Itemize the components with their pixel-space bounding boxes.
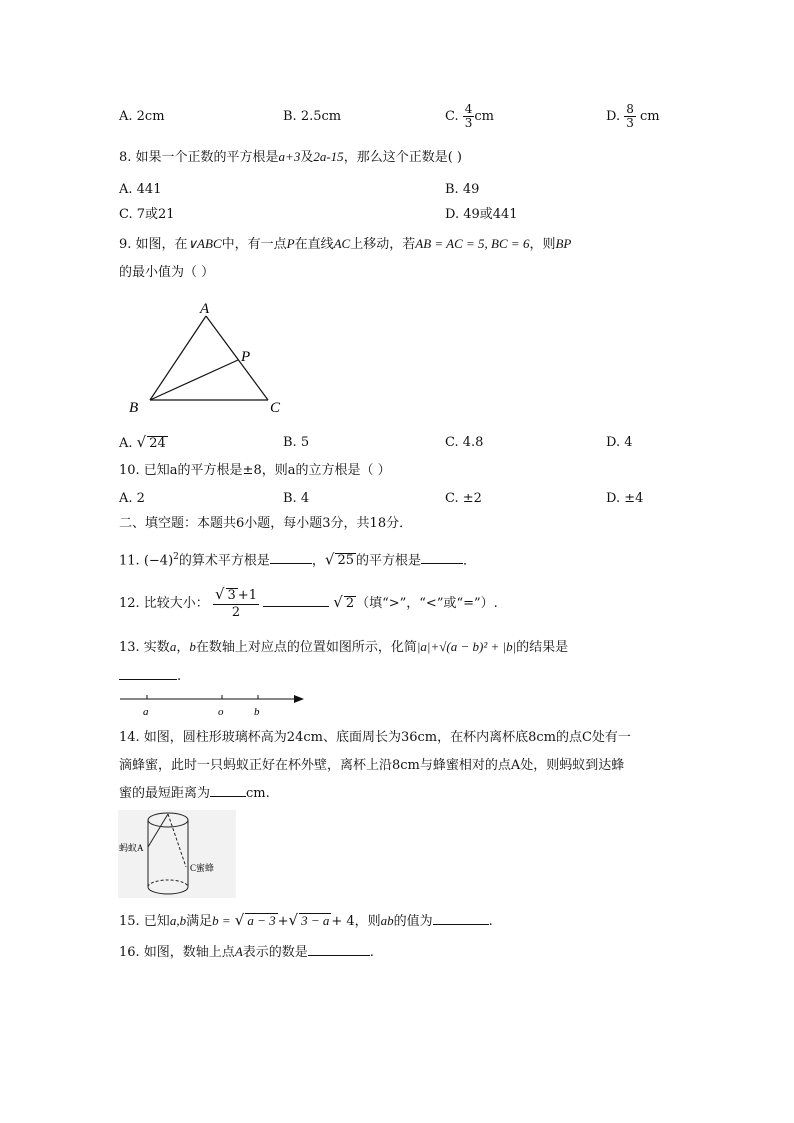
answer-blank[interactable] xyxy=(308,955,370,956)
q10-option-d: D. ±4 xyxy=(606,491,644,506)
radical-sign: √ xyxy=(214,585,225,603)
stem-text: 蜜的最短距离为 xyxy=(119,786,211,801)
q9-option-d: D. 4 xyxy=(606,435,633,450)
fraction xyxy=(624,103,636,130)
radicand: 24 xyxy=(149,436,166,451)
end-mark: ． xyxy=(463,553,477,569)
answer-blank[interactable] xyxy=(263,606,329,607)
q9-stem xyxy=(119,235,571,254)
q9-option-b: B. 5 xyxy=(283,435,310,450)
variable-b: b xyxy=(189,639,196,654)
q9-stem-line2: 的最小值为（ ） xyxy=(119,265,215,280)
option-label: C. xyxy=(445,109,459,124)
stem-text: 9. 如图，在 xyxy=(119,237,188,252)
answer-blank[interactable] xyxy=(433,924,489,925)
q14-line-1: 14. 如图，圆柱形玻璃杯高为24cm、底面周长为36cm，在杯内离杯底8cm的点C处有一 xyxy=(119,730,631,745)
radical-sign: √ xyxy=(288,911,299,929)
end-mark: . xyxy=(369,945,374,960)
side-ac xyxy=(206,316,268,400)
radicand: 3 − a xyxy=(301,913,330,928)
q16-stem xyxy=(119,943,374,962)
label-a: a xyxy=(143,706,149,718)
question-number: 11. xyxy=(119,553,140,569)
section-heading: 二、填空题：本题共6小题，每小题3分，共18分． xyxy=(119,516,413,531)
end-mark: . xyxy=(177,669,182,684)
q7-option-b: B. 2.5cm xyxy=(283,109,342,124)
radicand: 2 xyxy=(345,596,355,611)
stem-text: 8. 如果一个正数的平方根是 xyxy=(119,150,279,165)
cylinder-figure xyxy=(118,810,238,900)
expression: 2a-15 xyxy=(313,149,344,164)
radicand: a − 3 xyxy=(247,913,276,928)
q13-answer-line xyxy=(119,668,181,686)
unit: cm xyxy=(474,109,495,124)
q10-option-a: A. 2 xyxy=(119,491,145,506)
product: ab xyxy=(380,913,394,928)
q9-option-a xyxy=(119,433,168,453)
q14-line-3 xyxy=(119,785,270,803)
stem-text: 的算术平方根是 xyxy=(178,553,270,569)
q7-option-d xyxy=(606,100,660,134)
point-a: A xyxy=(234,944,243,959)
q14-line-2: 滴蜂蜜，此时一只蚂蚁正好在杯外壁，离杯上沿8cm与蜂蜜相对的点A处，则蚂蚁到达蜂 xyxy=(119,758,625,773)
q8-option-d: D. 49或441 xyxy=(445,207,518,222)
fraction xyxy=(213,586,259,621)
exponent: 2 xyxy=(173,552,179,562)
numerator: 8 xyxy=(626,102,634,116)
equation-left: b = xyxy=(212,913,231,928)
q13-stem xyxy=(119,638,568,657)
stem-text: cm. xyxy=(246,786,270,801)
denominator: 2 xyxy=(231,605,241,620)
radical-sign: √ xyxy=(136,433,147,451)
q7-option-a: A. 2cm xyxy=(119,109,165,124)
label-p: P xyxy=(241,349,251,365)
unit: cm xyxy=(640,109,660,124)
q12-stem xyxy=(119,584,498,622)
radicand: 25 xyxy=(337,553,355,569)
numerator xyxy=(213,586,259,605)
answer-blank[interactable] xyxy=(421,563,463,564)
base: (−4) xyxy=(143,553,174,569)
stem-text: 的结果是 xyxy=(516,640,569,655)
stem-text: （填“>”，“<”或“=”）. xyxy=(356,596,498,611)
denominator: 3 xyxy=(464,116,473,130)
number-line xyxy=(118,690,308,720)
radical-sign: √ xyxy=(324,550,335,569)
stem-text: ， xyxy=(176,640,190,655)
segment-bp: BP xyxy=(555,236,572,251)
variable-a: a xyxy=(169,639,177,654)
operator: + xyxy=(277,914,289,929)
label-b: B xyxy=(129,400,139,416)
label-o: o xyxy=(218,706,224,718)
condition: AB = AC = 5, BC = 6 xyxy=(415,236,530,251)
stem-text: ，则 xyxy=(529,237,556,252)
stem-text: 在数轴上对应点的位置如图所示，化简 xyxy=(195,640,417,655)
label-ant: 蚂蚁A xyxy=(119,843,144,853)
radical-sign: √ xyxy=(333,593,343,611)
stem-text: ， xyxy=(311,553,325,569)
stem-text: 13. 实数 xyxy=(119,640,170,655)
q8-option-a: A. 441 xyxy=(119,182,162,197)
q8-option-c: C. 7或21 xyxy=(119,207,175,222)
point-p: P xyxy=(286,236,295,251)
end-mark: . xyxy=(488,914,493,929)
expression: a+3 xyxy=(278,149,301,164)
stem-text: 16. 如图，数轴上点 xyxy=(119,945,235,960)
arrow-head xyxy=(294,695,304,703)
q15-stem xyxy=(119,911,493,931)
stem-text: 12. 比较大小： xyxy=(119,596,209,611)
expression: |a|+√(a − b)² + |b| xyxy=(416,639,517,654)
triangle-figure xyxy=(120,296,300,418)
line-ac: AC xyxy=(333,236,351,251)
q8-option-b: B. 49 xyxy=(445,182,480,197)
denominator: 3 xyxy=(626,116,634,130)
answer-blank[interactable] xyxy=(119,679,177,680)
q10-stem: 10. 已知a的平方根是±8，则a的立方根是（ ） xyxy=(119,463,391,478)
operator: + 4 xyxy=(331,914,355,929)
stem-text: 满足 xyxy=(186,914,213,929)
q10-option-b: B. 4 xyxy=(283,491,310,506)
q8-stem xyxy=(119,148,462,167)
option-label: A. xyxy=(119,436,133,451)
numerator-rest: +1 xyxy=(237,588,257,603)
q7-option-c xyxy=(445,100,494,134)
label-a: A xyxy=(200,301,210,317)
q9-option-c: C. 4.8 xyxy=(445,435,484,450)
stem-text: 中，有一点 xyxy=(221,237,287,252)
triangle-symbol: ∨ABC xyxy=(187,236,222,251)
answer-blank[interactable] xyxy=(270,563,312,564)
radicand: 3 xyxy=(227,588,236,603)
stem-text: 上移动，若 xyxy=(350,237,416,252)
q10-option-c: C. ±2 xyxy=(445,491,482,506)
stem-text: 及 xyxy=(300,150,314,165)
numerator: 4 xyxy=(464,102,473,116)
variables: a,b xyxy=(169,913,187,928)
label-honey: C蜜蜂 xyxy=(190,863,215,873)
stem-text: ，则 xyxy=(354,914,381,929)
fraction xyxy=(463,103,475,130)
stem-text: 在直线 xyxy=(294,237,334,252)
stem-text: 的值为 xyxy=(393,914,433,929)
label-b: b xyxy=(254,706,260,718)
stem-text: 表示的数是 xyxy=(242,945,308,960)
figure-background xyxy=(118,810,236,898)
label-c: C xyxy=(270,400,281,416)
stem-text: 15. 已知 xyxy=(119,914,170,929)
stem-text: ，那么这个正数是( ) xyxy=(343,150,462,165)
answer-blank[interactable] xyxy=(210,796,246,797)
q11-stem xyxy=(119,548,476,570)
radical-sign: √ xyxy=(234,911,245,929)
stem-text: 的平方根是 xyxy=(356,553,422,569)
option-label: D. xyxy=(606,109,621,124)
